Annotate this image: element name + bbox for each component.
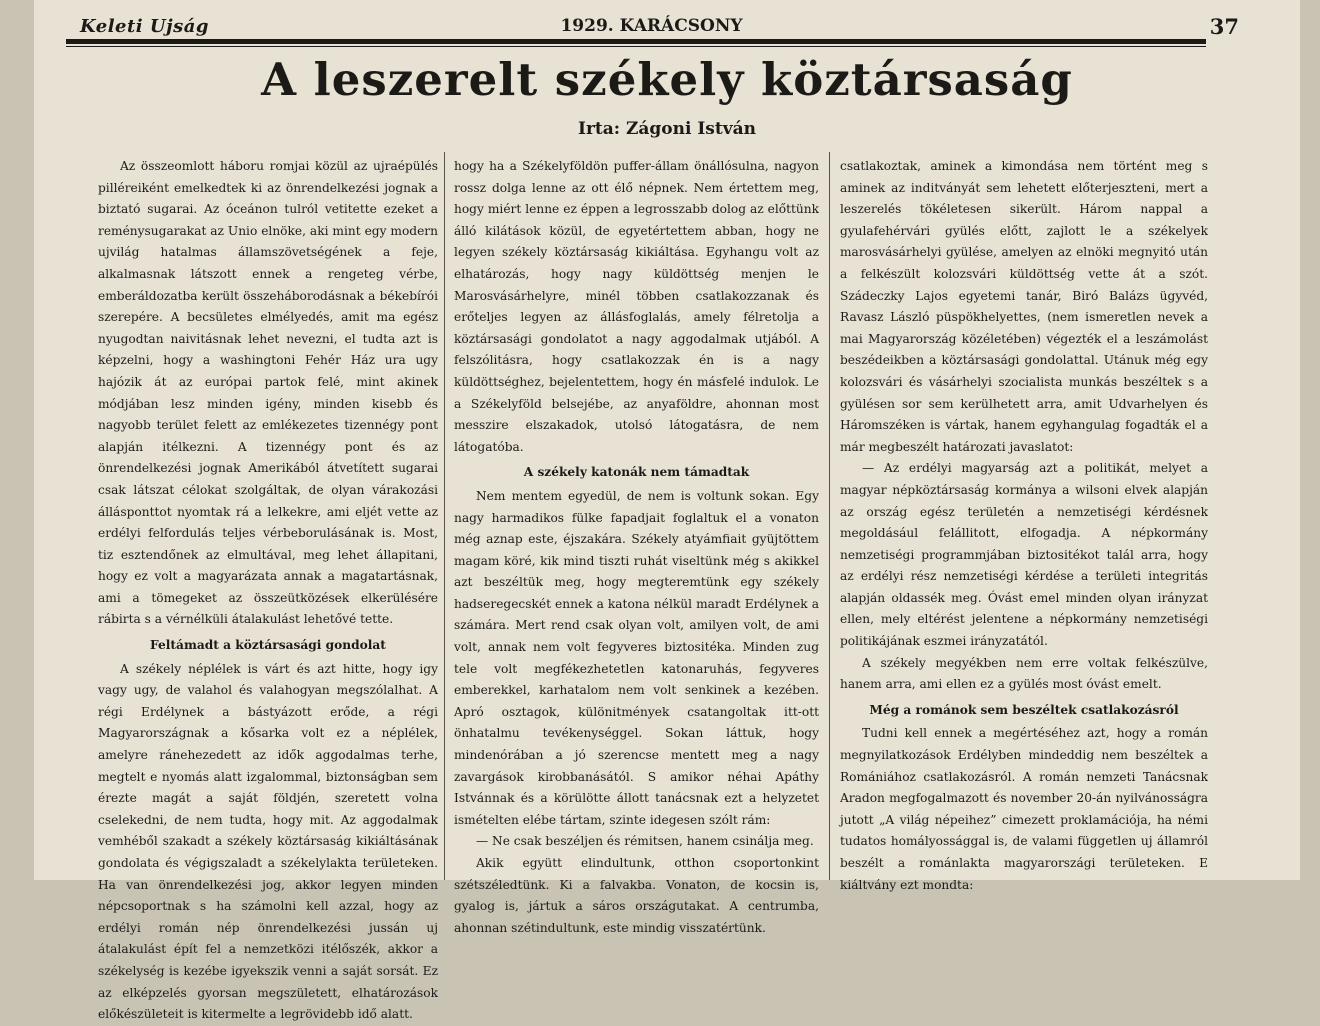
newspaper-page (34, 0, 1300, 1022)
paragraph: Akik együtt elindultunk, otthon csoportonkint szétszéledtünk. Ki a falvakba. Vonaton, de kocsin is, gyalog is, jártuk a sáros országutakat. A centrumba, ahonnan szétindultunk, este mindig visszatértünk. (454, 856, 819, 935)
article-byline: Irta: Zágoni István (578, 119, 756, 139)
quote-paragraph: — Ne csak beszéljen és rémitsen, hanem csinálja meg. (476, 834, 814, 849)
article-title: A leszerelt székely köztársaság (261, 53, 1073, 106)
paragraph: Tudni kell ennek a megértéséhez azt, hogy a román megnyilatkozások Erdélyben mindeddig nem beszéltek a Romániához csatlakozásról. A román nemzeti Tanácsnak Aradon megfogalmazott és november 20-án nyilvánosságra jutott „A világ népeihez” cimezett proklamációja, ha némi tudatos homályossággal is, de valami független uj államról beszélt a románlakta magyarországi területeken. E kiáltvány ezt mondta: (840, 726, 1208, 892)
paragraph: A székely néplélek is várt és azt hitte, hogy igy vagy ugy, de valahol és valahogyan megszólalhat. A régi Erdélynek a bástyázott erőde, a régi Magyarországnak a kősarka volt ez a néplélek, amelyre ránehezedett az idők aggodalmas terhe, megtelt e nyomás alatt izgalommal, biztonságban sem érezte magát a saját földjén, szeretett volna cselekedni, de nem tudta, hogy mit. Az aggodalmak vemhéből szakadt a székely köztársaság kikiáltásának gondolata és végigszaladt a székelylakta területeken. Ha van önrendelkezési jog, akkor legyen minden népcsoportnak s ha számolni kell azzal, hogy az erdélyi román nép önrendelkezési jussán uj átalakulást épít fel a nemzetközi itélőszék, akkor a székelység is kezébe igyekszik venni a saját sorsát. Ez az elképzelés gyorsan megszületett, elhatározások előkészületeit is kitermelte a legrövidebb idő alatt. (98, 661, 438, 1022)
masthead-rule (66, 39, 1206, 44)
article-column-3 (840, 156, 1208, 892)
paragraph: hogy ha a Székelyföldön puffer-állam önállósulna, nagyon rossz dolga lenne az ott élő népnek. Nem értettem meg, hogy miért lenne ez éppen a legrosszabb dolog az előttünk álló kilátások közül, de egyetértettem abban, hogy ne legyen székely köztársaság kikiáltása. Egyhangu volt az elhatározás, hogy nagy küldöttség menjen le Marosvásárhelyre, minél többen csatlakozzanak és erőteljes legyen az állásfoglalás, amely félretolja a köztársasági gondolatot a nagy aggodalmak utjából. A felszólitásra, hogy csatlakozzak én is a nagy küldöttséghez, bejelentettem, hogy én másfelé indulok. Le a Székelyföld belsejébe, az anyaföldre, ahonnan most messzire elszakadok, utolsó látogatásra, de nem látogatóba. (454, 159, 819, 454)
issue-date: 1929. KARÁCSONY (560, 16, 743, 36)
column-divider (444, 152, 445, 880)
column-divider (829, 152, 830, 880)
page-number: 37 (1209, 14, 1239, 39)
article-column-2 (454, 156, 819, 935)
subheading: Még a románok sem beszéltek csatlakozásról (869, 702, 1179, 717)
subheading: Feltámadt a köztársasági gondolat (150, 638, 386, 653)
paragraph: A székely megyékben nem erre voltak felkészülve, hanem arra, ami ellen ez a gyülés most óvást emelt. (840, 655, 1208, 692)
quote-paragraph: — Az erdélyi magyarság azt a politikát, melyet a magyar népköztársaság kormánya a wilsoni elvek alapján az ország egész területén a nemzetiségi kérdésnek megoldásául felállitott, elfogadja. A népkormány nemzetiségi programmjában biztositékot talál arra, hogy az erdélyi rész nemzetiségi kérdése a területi integritás alapján oldassék meg. Óvást emel minden olyan irányzat ellen, mely eltérést jelentene a népkormány nemzetiségi politikájának eszmei irányzatától. (840, 461, 1208, 649)
masthead-thin-rule (66, 46, 1206, 47)
paragraph: csatlakoztak, aminek a kimondása nem történt meg s aminek az inditványát sem lehetett előterjeszteni, mert a leszerelés tökéletesen sikerült. Három nappal a gyulafehérvári gyülés előtt, zajlott le a székelyek marosvásárhelyi gyülése, amelyen az elnöki megnyitó után a felkészült kolozsvári küldöttség vette át a szót. Szádeczky Lajos egyetemi tanár, Biró Balázs ügyvéd, Ravasz László püspökhelyettes, (nem ismeretlen nevek a mai Magyarország közéletében) végezték el a leszámolást beszédeikben a köztársasági gondolattal. Utánuk még egy kolozsvári és vásárhelyi szocialista munkás beszéltek s a gyülésen sor sem kerülhetett arra, amit Udvarhelyen és Háromszéken is vártak, hanem egyhangulag fogadták el a már megbeszélt határozati javaslatot: (840, 159, 1208, 454)
article-column-1 (98, 156, 438, 1022)
subheading: A székely katonák nem támadtak (523, 465, 750, 480)
newspaper-logo: Keleti Ujság (80, 16, 210, 37)
paragraph: Nem mentem egyedül, de nem is voltunk sokan. Egy nagy harmadikos fülke fapadjait foglaltuk el a vonaton még aznap este, éjszakára. Székely atyámfiait gyüjtöttem magam köré, kik mind tiszti ruhát viseltünk még s akikkel azt beszéltük meg, hogy megteremtünk egy székely hadseregecskét ennek a katona nélkül maradt Erdélynek a számára. Mert rend csak olyan volt, amilyen volt, de ami volt, annak nem volt fegyveres biztositéka. Minden zug tele volt megfékezhetetlen katonaruhás, fegyveres emberekkel, karhatalom nem volt senkinek a kezében. Apró osztagok, különitmények csatangoltak itt-ott önhatalmu tevékenységgel. Sokan láttuk, hogy mindenórában a jó szerencse mentett meg a nagy zavargások kirobbanásától. S amikor néhai Apáthy Istvánnak és a körülötte állott tanácsnak ezt a helyzetet ismételten elébe tártam, szinte idegesen szólt rám: (454, 488, 819, 827)
paragraph: Az összeomlott háboru romjai közül az ujraépülés pilléreiként emelkedtek ki az önrendelkezési jognak a biztató sugarai. Az óceánon tulról vetitette ezeket a reménysugarakat az Unio elnöke, aki mint egy modern ujvilág hatalmas államszövetségének a feje, alkalmasnak látszott ennek a rengeteg vérbe, emberáldozatba került összeháborodásnak a békebírói szerepére. A becsületes elmélyedés, amit ma egész nyugodtan naivitásnak lehet nevezni, el tudta azt is képzelni, hogy a washingtoni Fehér Ház ura ugy hajózik át az európai partok felé, mint akinek módjában lesz minden igény, minden kisebb és nagyobb terület felett az emlékezetes tizennégy pont alapján itélkezni. A tizennégy pont és az önrendelkezési jognak Amerikából átvetített sugarai csak látszat célokat szolgáltak, de olyan várakozási állásponttot nyomtak rá a lelkekre, ami eljét vette az erdélyi felfordulás teljes vérbeborulásának is. Most, tiz esztendőnek az elmultával, meg lehet állapitani, hogy ez volt a magyarázata annak a magatartásnak, ami a tömegeket az összeütközések elkerülésére rábirta s a vérnélküli átalakulást lehetővé tette. (98, 159, 438, 627)
